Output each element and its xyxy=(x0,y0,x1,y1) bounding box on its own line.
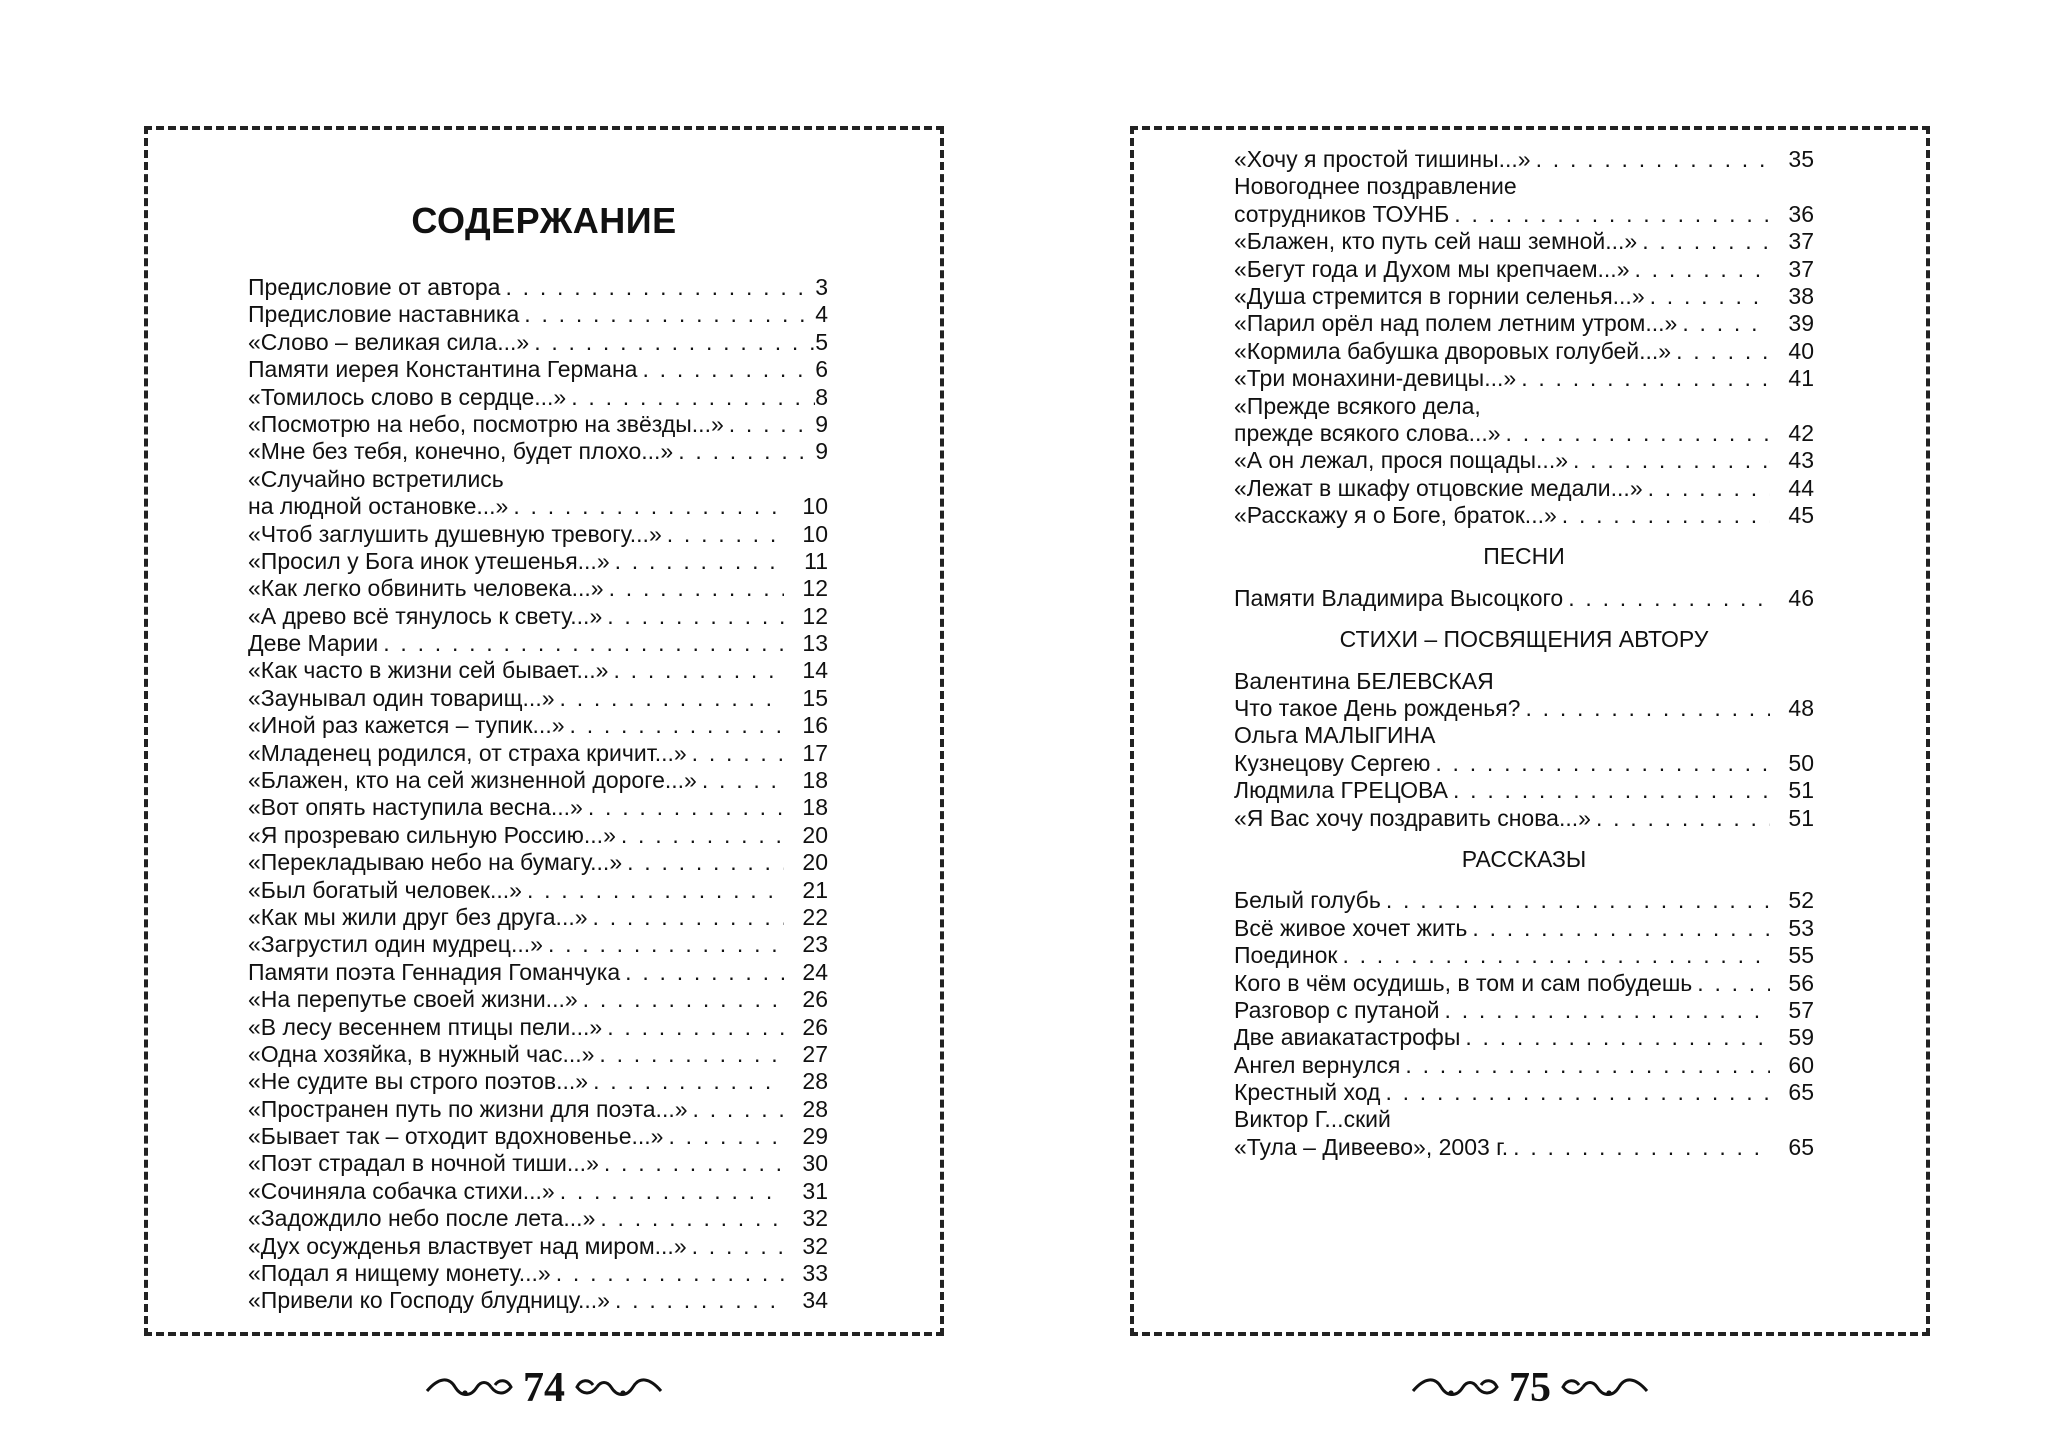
flourish-ornament-icon xyxy=(1559,1371,1649,1405)
page-number-right xyxy=(1410,1358,1650,1418)
toc-entry-title: Предисловие от автора xyxy=(248,273,501,300)
toc-entry xyxy=(1234,283,1814,310)
dot-leader xyxy=(522,877,784,904)
dot-leader xyxy=(1440,997,1770,1024)
toc-entry xyxy=(248,657,828,684)
dot-leader xyxy=(602,1014,784,1041)
toc-entry-page: 65 xyxy=(1788,1079,1814,1106)
toc-entry xyxy=(1234,338,1814,365)
toc-entry-line xyxy=(1234,722,1814,749)
toc-entry-title: «Перекладываю небо на бумагу...» xyxy=(248,849,623,876)
toc-entry-title: Памяти иерея Константина Германа xyxy=(248,356,638,383)
toc-entry-title: Новогоднее поздравление xyxy=(1234,173,1517,200)
toc-entry xyxy=(1234,942,1814,969)
toc-entry xyxy=(248,575,828,602)
toc-entry xyxy=(248,1096,828,1123)
toc-entry-title: Виктор Г...ский xyxy=(1234,1106,1391,1133)
dot-leader xyxy=(555,685,784,712)
toc-entry xyxy=(248,548,828,575)
toc-entry-page: 31 xyxy=(802,1177,828,1204)
dot-leader xyxy=(1467,915,1770,942)
toc-entry-title: «Кормила бабушка дворовых голубей...» xyxy=(1234,337,1672,364)
left-page-frame xyxy=(144,126,944,1336)
dot-leader xyxy=(508,493,784,520)
toc-entry xyxy=(248,1178,828,1205)
section-heading: СТИХИ – ПОСВЯЩЕНИЯ АВТОРУ xyxy=(1339,626,1709,653)
toc-entry-title: «Прежде всякого дела, xyxy=(1234,392,1481,419)
toc-entry xyxy=(248,411,828,438)
dot-leader xyxy=(673,438,815,465)
toc-entry-title: Что такое День рожденья? xyxy=(1234,695,1521,722)
toc-entry-title: «Бегут года и Духом мы крепчаем...» xyxy=(1234,255,1630,282)
toc-entry xyxy=(1234,420,1814,447)
toc-entry-title: «Младенец родился, от страха кричит...» xyxy=(248,739,687,766)
toc-entry-title: «Задождило небо после лета...» xyxy=(248,1205,596,1232)
toc-entry-page: 55 xyxy=(1788,942,1814,969)
toc-entry-title: Ольга МАЛЫГИНА xyxy=(1234,722,1436,749)
toc-entry-title: «Парил орёл над полем летним утром...» xyxy=(1234,310,1678,337)
toc-entry xyxy=(248,1205,828,1232)
toc-entry-title: «Вот опять наступила весна...» xyxy=(248,794,583,821)
toc-entry-title: «Сочиняла собачка стихи...» xyxy=(248,1177,555,1204)
toc-entry-page: 23 xyxy=(802,931,828,958)
toc-entry-title: Людмила ГРЕЦОВА xyxy=(1234,777,1448,804)
dot-leader xyxy=(566,384,815,411)
toc-entry-title: Валентина БЕЛЕВСКАЯ xyxy=(1234,667,1494,694)
toc-entry xyxy=(1234,805,1814,832)
toc-entry-page: 42 xyxy=(1788,419,1814,446)
dot-leader xyxy=(543,931,784,958)
toc-entry-title: «Тула – Дивеево», 2003 г. xyxy=(1234,1133,1509,1160)
toc-entry xyxy=(248,274,828,301)
toc-entry-page: 53 xyxy=(1788,914,1814,941)
toc-entry-line xyxy=(1234,173,1814,200)
toc-entry-title: Поединок xyxy=(1234,942,1338,969)
toc-entry xyxy=(1234,1134,1814,1161)
toc-entry-title: «Блажен, кто путь сей наш земной...» xyxy=(1234,228,1638,255)
toc-entry-title: сотрудников ТОУНБ xyxy=(1234,200,1450,227)
dot-leader xyxy=(1460,1024,1770,1051)
toc-entry xyxy=(248,685,828,712)
toc-entry-title: «А древо всё тянулось к свету...» xyxy=(248,602,603,629)
toc-entry xyxy=(1234,1079,1814,1106)
dot-leader xyxy=(663,1123,784,1150)
toc-entry-title: «Три монахини-девицы...» xyxy=(1234,365,1517,392)
toc-entry-title: Кого в чём осудишь, в том и сам побудешь xyxy=(1234,969,1693,996)
flourish-ornament-icon xyxy=(425,1371,515,1405)
dot-leader xyxy=(1692,970,1770,997)
toc-entry-title: «Посмотрю на небо, посмотрю на звёзды...» xyxy=(248,410,724,437)
toc-entry xyxy=(248,1014,828,1041)
toc-entry-page: 51 xyxy=(1788,777,1814,804)
toc-entry xyxy=(248,877,828,904)
dot-leader xyxy=(1557,502,1770,529)
toc-entry-page: 3 xyxy=(815,273,828,300)
dot-leader xyxy=(588,904,784,931)
dot-leader xyxy=(1531,146,1770,173)
toc-entry xyxy=(248,904,828,931)
toc-entry xyxy=(1234,475,1814,502)
dot-leader xyxy=(588,1068,784,1095)
toc-entry xyxy=(1234,447,1814,474)
dot-leader xyxy=(1645,283,1770,310)
toc-entry-page: 26 xyxy=(802,1013,828,1040)
dot-leader xyxy=(687,740,784,767)
toc-entry-page: 32 xyxy=(802,1232,828,1259)
toc-entry-page: 22 xyxy=(802,903,828,930)
toc-entry-page: 17 xyxy=(802,739,828,766)
dot-leader xyxy=(500,274,815,301)
dot-leader xyxy=(610,1287,784,1314)
toc-entry-page: 9 xyxy=(815,410,828,437)
toc-entry xyxy=(1234,1024,1814,1051)
toc-entry-page: 8 xyxy=(815,383,828,410)
dot-leader xyxy=(1381,887,1770,914)
toc-entry xyxy=(1234,887,1814,914)
dot-leader xyxy=(578,986,784,1013)
toc-entry xyxy=(248,356,828,383)
page-number-left xyxy=(424,1358,664,1418)
flourish-ornament-icon xyxy=(1411,1371,1501,1405)
dot-leader xyxy=(608,657,784,684)
dot-leader xyxy=(1563,585,1770,612)
toc-entry-title: «В лесу весеннем птицы пели...» xyxy=(248,1013,603,1040)
toc-entry-page: 35 xyxy=(1788,145,1814,172)
dot-leader xyxy=(688,1096,784,1123)
toc-entry-title: Всё живое хочет жить xyxy=(1234,914,1468,941)
toc-entry xyxy=(248,1068,828,1095)
toc-entry xyxy=(248,1260,828,1287)
toc-entry-page: 32 xyxy=(802,1205,828,1232)
toc-entry-title: «На перепутье своей жизни...» xyxy=(248,986,578,1013)
toc-entry-page: 30 xyxy=(802,1150,828,1177)
dot-leader xyxy=(378,630,784,657)
dot-leader xyxy=(565,712,784,739)
toc-entry xyxy=(1234,365,1814,392)
toc-entry-title: Кузнецову Сергею xyxy=(1234,749,1431,776)
dot-leader xyxy=(1400,1052,1770,1079)
contents-title: СОДЕРЖАНИЕ xyxy=(411,200,677,241)
toc-entry-title: Предисловие наставника xyxy=(248,301,520,328)
dot-leader xyxy=(594,1041,784,1068)
dot-leader xyxy=(555,1178,784,1205)
toc-entry-page: 20 xyxy=(802,821,828,848)
toc-entry-title: Ангел вернулся xyxy=(1234,1051,1401,1078)
toc-entry-page: 18 xyxy=(802,767,828,794)
toc-entry-title: «Мне без тебя, конечно, будет плохо...» xyxy=(248,438,674,465)
toc-entry xyxy=(1234,256,1814,283)
toc-entry-title: Две авиакатастрофы xyxy=(1234,1024,1461,1051)
toc-entry xyxy=(1234,695,1814,722)
toc-entry-title: «Просил у Бога инок утешенья...» xyxy=(248,547,610,574)
toc-entry-page: 46 xyxy=(1788,584,1814,611)
dot-leader xyxy=(687,1233,784,1260)
toc-entry-title: «Блажен, кто на сей жизненной дороге...» xyxy=(248,767,697,794)
toc-entry xyxy=(1234,970,1814,997)
toc-entry xyxy=(248,1233,828,1260)
page-number-left-value: 74 xyxy=(523,1365,565,1411)
toc-entry-title: «Слово – великая сила...» xyxy=(248,328,530,355)
toc-entry-page: 9 xyxy=(815,438,828,465)
toc-entry xyxy=(248,1123,828,1150)
toc-entry xyxy=(1234,201,1814,228)
section-heading: ПЕСНИ xyxy=(1483,543,1565,570)
toc-entry-page: 13 xyxy=(802,630,828,657)
toc-entry-title: «Подал я нищему монету...» xyxy=(248,1260,551,1287)
toc-entry-page: 36 xyxy=(1788,200,1814,227)
toc-entry-page: 52 xyxy=(1788,887,1814,914)
dot-leader xyxy=(616,822,784,849)
toc-entry-page: 57 xyxy=(1788,996,1814,1023)
toc-entry xyxy=(1234,750,1814,777)
toc-entry-title: «Бывает так – отходит вдохновенье...» xyxy=(248,1123,664,1150)
toc-entry xyxy=(248,384,828,411)
flourish-ornament-icon xyxy=(573,1371,663,1405)
toc-entry-page: 43 xyxy=(1788,447,1814,474)
toc-entry-title: «Пространен путь по жизни для поэта...» xyxy=(248,1095,688,1122)
dot-leader xyxy=(1520,695,1770,722)
toc-entry xyxy=(248,329,828,356)
toc-entry xyxy=(248,1041,828,1068)
toc-entry-line xyxy=(1234,393,1814,420)
toc-entry-page: 59 xyxy=(1788,1024,1814,1051)
toc-entry-title: прежде всякого слова...» xyxy=(1234,419,1501,446)
toc-entry-page: 21 xyxy=(802,876,828,903)
toc-entry-title: «Как часто в жизни сей бывает...» xyxy=(248,657,609,684)
toc-entry-page: 4 xyxy=(815,301,828,328)
dot-leader xyxy=(1380,1079,1770,1106)
toc-entry xyxy=(1234,777,1814,804)
toc-entry xyxy=(248,301,828,328)
toc-entry-title: «Как легко обвинить человека...» xyxy=(248,575,604,602)
toc-entry-line xyxy=(1234,1107,1814,1134)
toc-entry-title: «Душа стремится в горнии селенья...» xyxy=(1234,282,1645,309)
dot-leader xyxy=(1337,942,1770,969)
toc-entry-page: 27 xyxy=(802,1040,828,1067)
dot-leader xyxy=(1630,256,1771,283)
toc-entry-page: 26 xyxy=(802,986,828,1013)
toc-entry xyxy=(248,849,828,876)
toc-entry-page: 14 xyxy=(802,657,828,684)
toc-entry-title: Памяти Владимира Высоцкого xyxy=(1234,584,1564,611)
dot-leader xyxy=(1568,447,1770,474)
toc-entry-page: 48 xyxy=(1788,695,1814,722)
toc-entry xyxy=(248,822,828,849)
toc-entry xyxy=(248,630,828,657)
toc-entry xyxy=(248,931,828,958)
toc-entry-page: 56 xyxy=(1788,969,1814,996)
toc-entry-title: «Случайно встретились xyxy=(248,465,504,492)
toc-list-right xyxy=(1234,146,1814,1161)
toc-entry xyxy=(1234,502,1814,529)
dot-leader xyxy=(604,575,784,602)
toc-entry-title: «Одна хозяйка, в нужный час...» xyxy=(248,1040,595,1067)
toc-entry-page: 12 xyxy=(802,575,828,602)
dot-leader xyxy=(599,1150,784,1177)
dot-leader xyxy=(724,411,815,438)
toc-entry-page: 28 xyxy=(802,1068,828,1095)
toc-entry-page: 28 xyxy=(802,1095,828,1122)
toc-entry-page: 38 xyxy=(1788,282,1814,309)
toc-entry xyxy=(248,1287,828,1314)
toc-entry-title: «Чтоб заглушить душевную тревогу...» xyxy=(248,520,662,547)
toc-entry-title: «Был богатый человек...» xyxy=(248,876,522,903)
toc-entry-page: 11 xyxy=(804,547,828,574)
dot-leader xyxy=(622,849,784,876)
toc-entry-page: 50 xyxy=(1788,749,1814,776)
toc-entry-title: «Загрустил один мудрец...» xyxy=(248,931,543,958)
toc-entry xyxy=(248,986,828,1013)
toc-entry-page: 60 xyxy=(1788,1051,1814,1078)
toc-entry-page: 34 xyxy=(802,1287,828,1314)
dot-leader xyxy=(610,548,784,575)
toc-entry xyxy=(248,521,828,548)
dot-leader xyxy=(583,794,784,821)
toc-entry xyxy=(248,959,828,986)
toc-entry-title: «Как мы жили друг без друга...» xyxy=(248,903,588,930)
dot-leader xyxy=(1643,475,1770,502)
toc-entry-title: «Поэт страдал в ночной тиши...» xyxy=(248,1150,599,1177)
toc-entry-page: 20 xyxy=(802,849,828,876)
toc-entry xyxy=(248,712,828,739)
dot-leader xyxy=(1508,1134,1770,1161)
dot-leader xyxy=(1591,805,1770,832)
toc-entry xyxy=(248,603,828,630)
toc-entry-page: 37 xyxy=(1788,228,1814,255)
toc-entry-title: Памяти поэта Геннадия Гоманчука xyxy=(248,958,621,985)
toc-entry-title: «Расскажу я о Боге, браток...» xyxy=(1234,502,1557,529)
toc-entry-page: 40 xyxy=(1788,337,1814,364)
toc-entry-page: 37 xyxy=(1788,255,1814,282)
toc-entry-title: «Я прозреваю сильную Россию...» xyxy=(248,821,616,848)
toc-entry-line xyxy=(248,466,828,493)
toc-entry-page: 29 xyxy=(802,1123,828,1150)
dot-leader xyxy=(1448,777,1770,804)
toc-entry-title: «Я Вас хочу поздравить снова...» xyxy=(1234,804,1591,831)
toc-entry-title: Разговор с путаной xyxy=(1234,996,1440,1023)
dot-leader xyxy=(620,959,784,986)
toc-entry-page: 16 xyxy=(802,712,828,739)
toc-entry-page: 10 xyxy=(802,493,828,520)
toc-entry xyxy=(1234,228,1814,255)
toc-entry xyxy=(248,493,828,520)
dot-leader xyxy=(551,1260,784,1287)
toc-entry-title: «Привели ко Господу блудницу...» xyxy=(248,1287,610,1314)
toc-entry-title: «Хочу я простой тишины...» xyxy=(1234,145,1531,172)
toc-entry-title: «Заунывал один товарищ...» xyxy=(248,684,555,711)
toc-entry-page: 44 xyxy=(1788,474,1814,501)
toc-entry xyxy=(1234,585,1814,612)
toc-entry xyxy=(1234,1052,1814,1079)
toc-entry-line xyxy=(1234,668,1814,695)
toc-entry-title: «Иной раз кажется – тупик...» xyxy=(248,712,565,739)
toc-entry-page: 45 xyxy=(1788,502,1814,529)
toc-entry-title: «Лежат в шкафу отцовские медали...» xyxy=(1234,474,1643,501)
toc-entry-page: 5 xyxy=(815,328,828,355)
dot-leader xyxy=(602,603,784,630)
toc-entry-title: «Дух осужденья властвует над миром...» xyxy=(248,1232,687,1259)
toc-entry-title: Белый голубь xyxy=(1234,887,1381,914)
toc-entry xyxy=(248,438,828,465)
dot-leader xyxy=(662,521,784,548)
right-page-frame xyxy=(1130,126,1930,1336)
toc-entry-page: 51 xyxy=(1788,804,1814,831)
toc-entry-title: Крестный ход xyxy=(1234,1079,1381,1106)
dot-leader xyxy=(1677,310,1770,337)
toc-entry-title: «А он лежал, прося пощады...» xyxy=(1234,447,1568,474)
toc-entry-page: 6 xyxy=(815,356,828,383)
toc-entry-page: 18 xyxy=(802,794,828,821)
toc-entry-page: 15 xyxy=(802,684,828,711)
section-heading: РАССКАЗЫ xyxy=(1461,845,1587,872)
toc-entry-title: на людной остановке...» xyxy=(248,493,509,520)
dot-leader xyxy=(595,1205,784,1232)
toc-entry xyxy=(1234,146,1814,173)
toc-entry-page: 33 xyxy=(802,1260,828,1287)
dot-leader xyxy=(519,301,815,328)
toc-entry xyxy=(1234,997,1814,1024)
dot-leader xyxy=(1671,338,1770,365)
toc-entry xyxy=(1234,915,1814,942)
dot-leader xyxy=(529,329,815,356)
dot-leader xyxy=(1501,420,1770,447)
dot-leader xyxy=(697,767,784,794)
toc-entry-page: 39 xyxy=(1788,310,1814,337)
toc-entry-page: 65 xyxy=(1788,1133,1814,1160)
toc-entry xyxy=(248,740,828,767)
toc-entry-page: 24 xyxy=(802,958,828,985)
dot-leader xyxy=(1516,365,1770,392)
toc-entry-title: «Не судите вы строго поэтов...» xyxy=(248,1068,589,1095)
toc-entry-page: 10 xyxy=(802,520,828,547)
dot-leader xyxy=(1637,228,1770,255)
dot-leader xyxy=(1430,750,1770,777)
toc-entry xyxy=(248,1151,828,1178)
toc-entry-page: 12 xyxy=(802,602,828,629)
toc-entry-title: Деве Марии xyxy=(248,630,379,657)
toc-entry-page: 41 xyxy=(1788,365,1814,392)
dot-leader xyxy=(637,356,815,383)
toc-entry-title: «Томилось слово в сердце...» xyxy=(248,383,567,410)
dot-leader xyxy=(1449,201,1770,228)
toc-list-left xyxy=(248,274,828,1315)
toc-entry xyxy=(248,794,828,821)
page-number-right-value: 75 xyxy=(1509,1365,1551,1411)
toc-entry xyxy=(1234,310,1814,337)
toc-entry xyxy=(248,767,828,794)
